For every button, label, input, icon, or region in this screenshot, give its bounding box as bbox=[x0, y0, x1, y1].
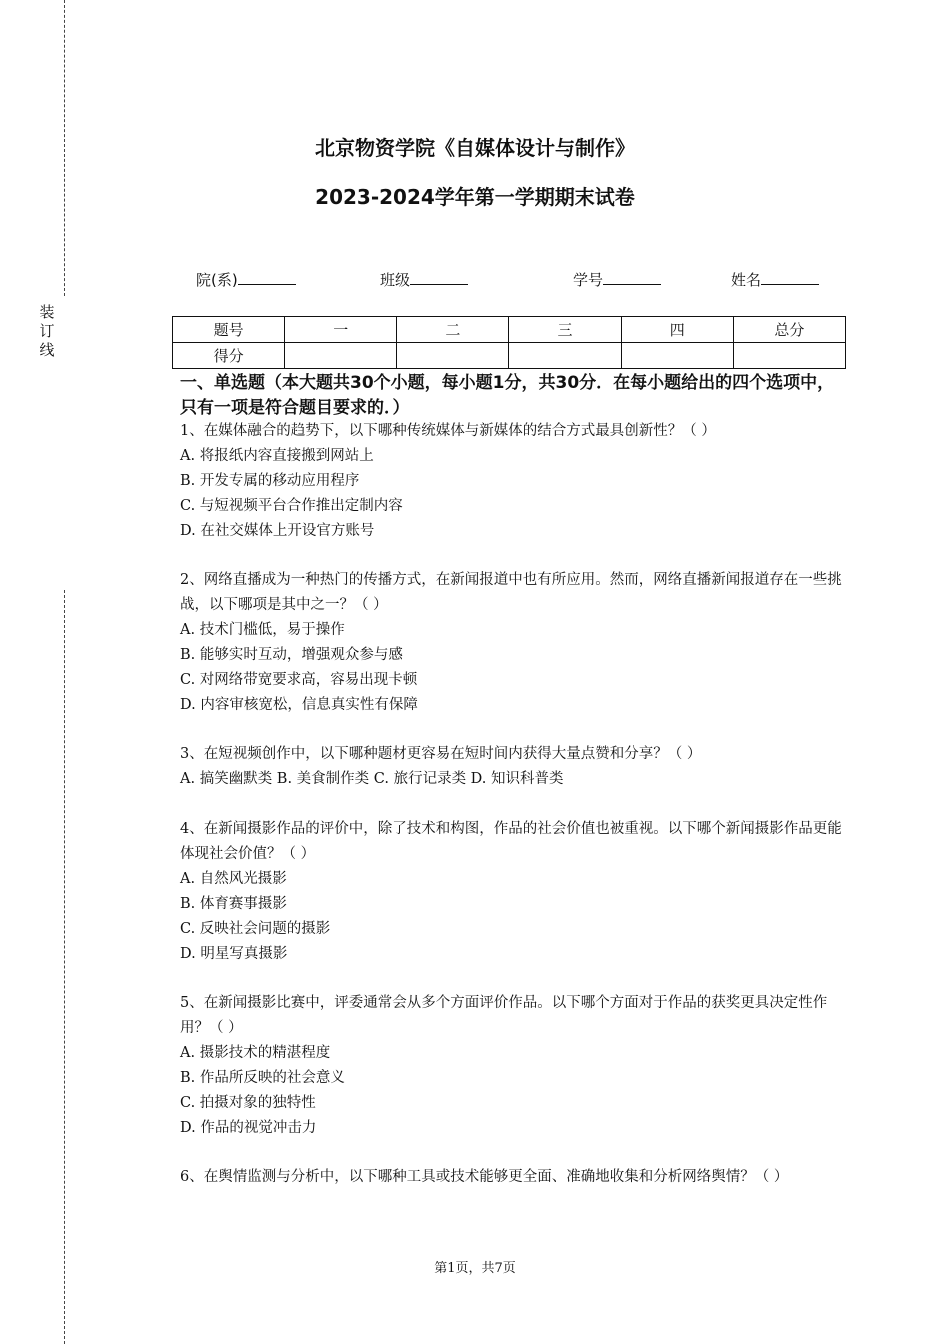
option-a: A. 技术门槛低，易于操作 bbox=[180, 622, 345, 638]
student-id-field[interactable]: 学号 bbox=[573, 269, 661, 290]
question-stem: 5、在新闻摄影比赛中，评委通常会从多个方面评价作品。以下哪个方面对于作品的获奖更具决定性作用？（ ） bbox=[180, 995, 828, 1036]
question-stem: 3、在短视频创作中，以下哪种题材更容易在短时间内获得大量点赞和分享？（ ） bbox=[180, 746, 702, 762]
option-a: A. 将报纸内容直接搬到网站上 bbox=[180, 448, 374, 464]
question-5 bbox=[180, 991, 842, 1141]
option-c: C. 拍摄对象的独特性 bbox=[180, 1095, 316, 1111]
question-4 bbox=[180, 817, 842, 967]
table-cell: 得分 bbox=[173, 343, 285, 369]
option-b: B. 开发专属的移动应用程序 bbox=[180, 473, 360, 489]
question-stem: 4、在新闻摄影作品的评价中，除了技术和构图，作品的社会价值也被重视。以下哪个新闻摄影作品更能体现社会价值？（ ） bbox=[180, 821, 842, 862]
option-d: D. 作品的视觉冲击力 bbox=[180, 1120, 317, 1136]
score-input-cell[interactable] bbox=[285, 343, 397, 369]
question-3 bbox=[180, 742, 842, 792]
question-stem: 6、在舆情监测与分析中，以下哪种工具或技术能够更全面、准确地收集和分析网络舆情？（ ） bbox=[180, 1169, 789, 1185]
table-cell: 总分 bbox=[733, 317, 845, 343]
name-field[interactable]: 姓名 bbox=[731, 269, 819, 290]
option-d: D. 内容审核宽松，信息真实性有保障 bbox=[180, 697, 418, 713]
option-b: B. 体育赛事摄影 bbox=[180, 896, 287, 912]
score-table-score-row bbox=[173, 343, 846, 369]
exam-subtitle: 2023-2024学年第一学期期末试卷 bbox=[315, 185, 635, 209]
table-cell: 二 bbox=[397, 317, 509, 343]
binding-label: 装 订 线 bbox=[39, 303, 55, 359]
score-input-cell[interactable] bbox=[509, 343, 621, 369]
question-stem: 2、网络直播成为一种热门的传播方式，在新闻报道中也有所应用。然而，网络直播新闻报道存在一些挑战，以下哪项是其中之一？（ ） bbox=[180, 572, 842, 613]
score-table bbox=[172, 316, 846, 369]
option-b: B. 能够实时互动，增强观众参与感 bbox=[180, 647, 403, 663]
score-table-header-row bbox=[173, 317, 846, 343]
table-cell: 三 bbox=[509, 317, 621, 343]
option-c: C. 与短视频平台合作推出定制内容 bbox=[180, 498, 403, 514]
option-a: A. 摄影技术的精湛程度 bbox=[180, 1045, 331, 1061]
option-a: A. 自然风光摄影 bbox=[180, 871, 287, 887]
department-field[interactable]: 院(系) bbox=[196, 269, 296, 290]
option-c: C. 对网络带宽要求高，容易出现卡顿 bbox=[180, 672, 418, 688]
question-stem: 1、在媒体融合的趋势下，以下哪种传统媒体与新媒体的结合方式最具创新性？（ ） bbox=[180, 423, 716, 439]
table-cell: 题号 bbox=[173, 317, 285, 343]
score-input-cell[interactable] bbox=[397, 343, 509, 369]
score-input-cell[interactable] bbox=[733, 343, 845, 369]
table-cell: 一 bbox=[285, 317, 397, 343]
score-input-cell[interactable] bbox=[621, 343, 733, 369]
class-field[interactable]: 班级 bbox=[380, 269, 468, 290]
option-b: B. 作品所反映的社会意义 bbox=[180, 1070, 345, 1086]
option-d: D. 在社交媒体上开设官方账号 bbox=[180, 523, 375, 539]
question-6 bbox=[180, 1165, 842, 1190]
table-cell: 四 bbox=[621, 317, 733, 343]
question-2 bbox=[180, 568, 842, 718]
option-c: C. 反映社会问题的摄影 bbox=[180, 921, 331, 937]
exam-title: 北京物资学院《自媒体设计与制作》 bbox=[315, 136, 635, 160]
page-number: 第1页，共7页 bbox=[434, 1261, 516, 1276]
options-inline: A. 搞笑幽默类 B. 美食制作类 C. 旅行记录类 D. 知识科普类 bbox=[180, 771, 564, 787]
question-1 bbox=[180, 419, 842, 544]
section-heading: 一、单选题（本大题共30个小题，每小题1分，共30分．在每小题给出的四个选项中，只有一项是符合题目要求的．） bbox=[180, 373, 835, 418]
option-d: D. 明星写真摄影 bbox=[180, 946, 288, 962]
binding-line bbox=[64, 590, 65, 1344]
